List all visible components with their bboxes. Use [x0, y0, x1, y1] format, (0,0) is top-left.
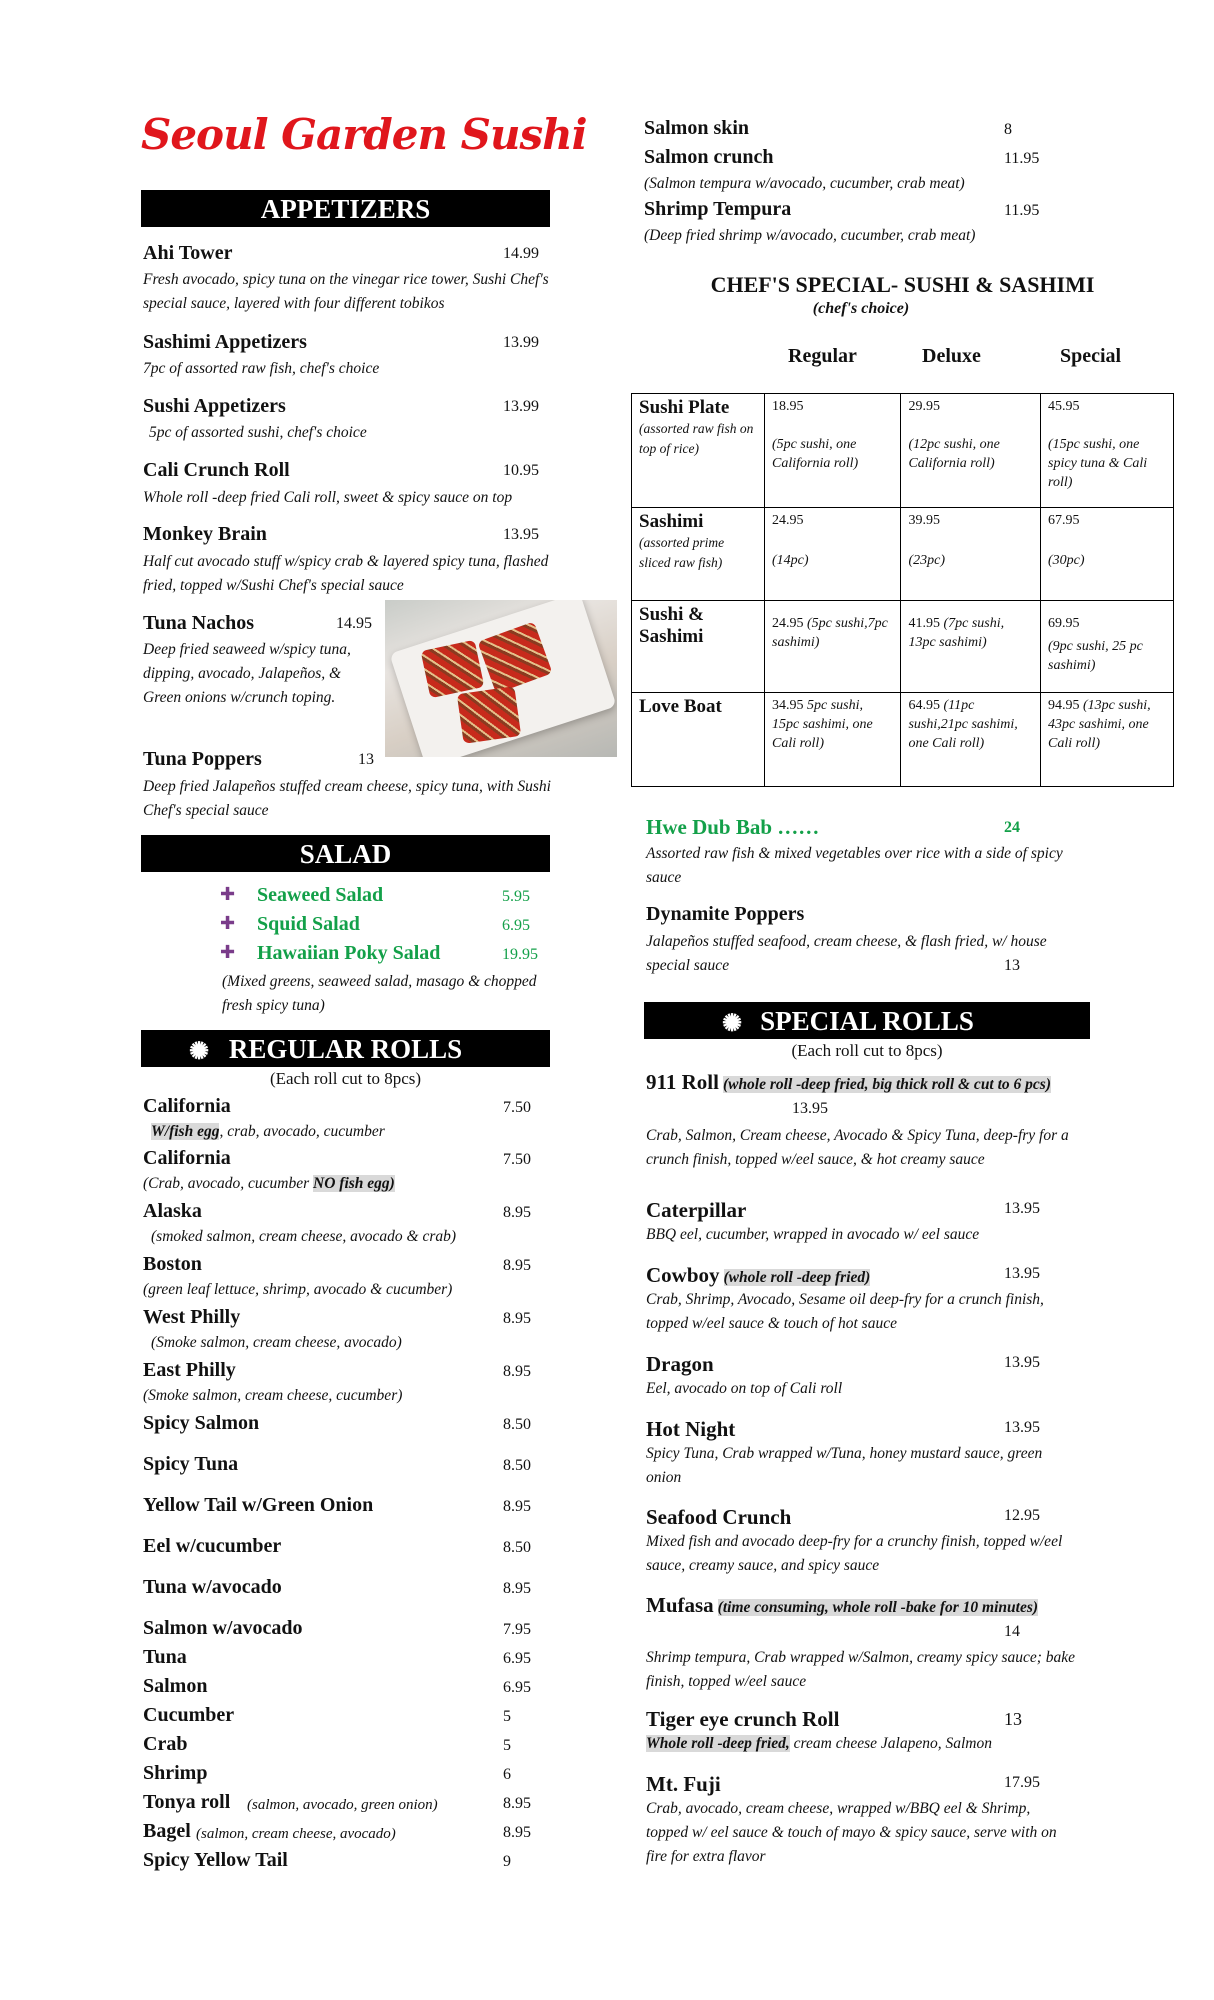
special-rolls-header [644, 1002, 1090, 1039]
item-name: Yellow Tail w/Green Onion [143, 1494, 374, 1516]
item-desc: Half cut avocado stuff w/spicy crab & layered spicy tuna, flashed fried, topped w/Sushi Chef's special sauce [143, 553, 549, 594]
item-desc: BBQ eel, cucumber, wrapped in avocado w/ eel sauce [646, 1226, 980, 1243]
item-price: 13.95 [792, 1100, 828, 1117]
item-price: 12.95 [1004, 1507, 1040, 1524]
item-desc: (Salmon tempura w/avocado, cucumber, crab meat) [644, 175, 965, 192]
item-name: California [143, 1147, 231, 1169]
item-price: 14 [1004, 1623, 1020, 1640]
salad-price: 5.95 [502, 888, 530, 905]
special-rolls-subtitle: (Each roll cut to 8pcs) [791, 1041, 943, 1060]
item-inline-desc: (salmon, cream cheese, avocado) [196, 1826, 396, 1842]
table-row [632, 601, 1174, 693]
item-desc: Deep fried seaweed w/spicy tuna, dipping, avocado, Jalapeños, & Green onions w/crunch toping. [143, 641, 351, 706]
chopsticks-icon: ✺ [189, 1039, 210, 1065]
salad-name: Hawaiian Poky Salad [257, 942, 441, 964]
cell-note: (11pc sushi,21pc sashimi, one Cali roll) [908, 698, 1018, 751]
cell-note: (12pc sushi, one California roll) [908, 437, 1000, 471]
item-price: 7.95 [503, 1621, 531, 1638]
table-cell [901, 508, 1041, 601]
item-desc: (smoked salmon, cream cheese, avocado & crab) [151, 1228, 457, 1245]
item-price: 14.99 [503, 245, 539, 262]
item-price: 5 [503, 1737, 511, 1754]
item-price: 8.95 [503, 1580, 531, 1597]
table-cell [901, 601, 1041, 693]
item-price: 13.95 [503, 526, 539, 543]
hwe-dub-bab-name: Hwe Dub Bab …… [646, 815, 820, 839]
chopsticks-icon: ✺ [722, 1011, 743, 1037]
item-price: 13.95 [1004, 1419, 1040, 1436]
row-name: Sushi Plate [639, 397, 730, 418]
cell-price: 45.95 [1048, 399, 1080, 414]
table-cell [1041, 508, 1174, 601]
item-desc [646, 1732, 1076, 1756]
item-price: 8.50 [503, 1539, 531, 1556]
item-price: 13.99 [503, 334, 539, 351]
cell-note: (14pc) [772, 553, 809, 568]
item-price: 13.95 [1004, 1265, 1040, 1282]
item-desc [151, 1120, 591, 1144]
row-desc: (assorted prime sliced raw fish) [639, 535, 725, 570]
item-price: 6.95 [503, 1650, 531, 1667]
salad-note: (Mixed greens, seaweed salad, masago & chopped fresh spicy tuna) [222, 973, 537, 1014]
item-name: Shrimp Tempura [644, 198, 792, 220]
row-name: Sashimi [639, 511, 704, 532]
item-price: 8.95 [503, 1795, 531, 1812]
chef-special-subtitle: (chef's choice) [812, 300, 910, 317]
appetizers-header [141, 190, 550, 227]
item-name: Bagel [143, 1820, 191, 1842]
item-name: Cali Crunch Roll [143, 459, 290, 481]
item-name: Boston [143, 1253, 202, 1275]
item-name: Salmon skin [644, 117, 750, 139]
item-desc: Deep fried Jalapeños stuffed cream cheese, spicy tuna, with Sushi Chef's special sauce [143, 778, 551, 819]
cell-price: 24.95 [772, 513, 804, 528]
item-price: 8.95 [503, 1498, 531, 1515]
table-cell [1041, 394, 1174, 508]
table-cell [765, 601, 901, 693]
cell-note: (23pc) [908, 553, 945, 568]
item-name: Salmon w/avocado [143, 1617, 303, 1639]
item-name: East Philly [143, 1359, 236, 1381]
special-roll-item [646, 1068, 1086, 1099]
desc-text: cream cheese Jalapeno, Salmon [789, 1735, 992, 1752]
item-price: 10.95 [503, 462, 539, 479]
desc-text: (Crab, avocado, cucumber [143, 1175, 314, 1192]
item-name: Tuna [143, 1646, 187, 1668]
table-cell [765, 394, 901, 508]
item-price: 13 [358, 751, 374, 768]
tier-deluxe: Deluxe [922, 345, 981, 367]
item-name: Tiger eye crunch Roll [646, 1707, 840, 1731]
dynamite-poppers-desc: Jalapeños stuffed seafood, cream cheese, & flash fried, w/ house special sauce [646, 933, 1047, 974]
cell-note: (13pc sushi, 43pc sashimi, one Cali roll) [1048, 698, 1151, 751]
cell-price: 39.95 [908, 513, 940, 528]
row-name: Sushi & Sashimi [639, 604, 704, 647]
nacho-shape [457, 686, 521, 744]
tier-regular: Regular [788, 345, 857, 367]
table-cell [1041, 693, 1174, 787]
item-name: Eel w/cucumber [143, 1535, 282, 1557]
item-desc: Crab, Salmon, Cream cheese, Avocado & Spicy Tuna, deep-fry for a crunch finish, topped w/eel sauce, & hot creamy sauce [646, 1127, 1069, 1168]
salad-name: Seaweed Salad [257, 884, 384, 906]
tuna-nachos-photo [385, 600, 617, 757]
cell-price: 94.95 [1048, 698, 1080, 713]
salad-price: 6.95 [502, 917, 530, 934]
item-name: Dragon [646, 1352, 714, 1376]
item-name: Monkey Brain [143, 523, 267, 545]
item-price: 13.99 [503, 398, 539, 415]
item-desc [143, 1172, 583, 1196]
cell-price: 34.95 [772, 698, 804, 713]
tier-special: Special [1060, 345, 1122, 367]
item-price: 13 [1004, 1709, 1022, 1729]
cell-note: (30pc) [1048, 553, 1085, 568]
item-desc: Crab, avocado, cream cheese, wrapped w/BBQ eel & Shrimp, topped w/ eel sauce & touch of mayo & spicy sauce, serve with on fire for extra flavor [646, 1800, 1057, 1865]
item-desc: (Smoke salmon, cream cheese, cucumber) [143, 1387, 403, 1404]
item-note-highlight: (whole roll -deep fried) [723, 1269, 871, 1286]
row-header [632, 394, 765, 508]
item-name: Sushi Appetizers [143, 395, 286, 417]
item-name: Mt. Fuji [646, 1772, 721, 1796]
salad-price: 19.95 [502, 946, 538, 963]
regular-rolls-subtitle: (Each roll cut to 8pcs) [269, 1069, 422, 1088]
cell-note: (5pc sushi,7pc sashimi) [772, 616, 888, 650]
item-price: 8.95 [503, 1363, 531, 1380]
regular-rolls-title: REGULAR ROLLS [228, 1034, 463, 1064]
item-price: 8.50 [503, 1457, 531, 1474]
salad-header [141, 835, 550, 872]
desc-highlight: NO fish egg) [313, 1175, 395, 1192]
item-desc: Eel, avocado on top of Cali roll [646, 1380, 843, 1397]
item-name: Tonya roll [143, 1791, 231, 1813]
item-desc: (Smoke salmon, cream cheese, avocado) [151, 1334, 402, 1351]
item-price: 11.95 [1004, 150, 1040, 167]
item-name: Salmon [143, 1675, 208, 1697]
cell-price: 24.95 [772, 616, 804, 631]
item-price: 17.95 [1004, 1774, 1040, 1791]
dynamite-poppers-name: Dynamite Poppers [646, 903, 805, 925]
item-desc: (green leaf lettuce, shrimp, avocado & cucumber) [143, 1281, 453, 1298]
row-header [632, 601, 765, 693]
cell-note: (5pc sushi, one California roll) [772, 437, 859, 471]
item-name: Cucumber [143, 1704, 235, 1726]
item-name: Alaska [143, 1200, 202, 1222]
item-name: Shrimp [143, 1762, 208, 1784]
item-price: 11.95 [1004, 202, 1040, 219]
item-price: 8.95 [503, 1257, 531, 1274]
regular-rolls-header [141, 1030, 550, 1067]
item-desc: Spicy Tuna, Crab wrapped w/Tuna, honey mustard sauce, green onion [646, 1445, 1043, 1486]
item-name: Mufasa [646, 1593, 714, 1617]
table-cell [901, 693, 1041, 787]
item-name: Spicy Tuna [143, 1453, 239, 1475]
bullet-icon: ✚ [220, 884, 236, 904]
item-price: 5 [503, 1708, 511, 1725]
table-row [632, 693, 1174, 787]
dynamite-poppers-price: 13 [1004, 957, 1020, 974]
item-name: Salmon crunch [644, 146, 774, 168]
table-row [632, 394, 1174, 508]
item-desc: (Deep fried shrimp w/avocado, cucumber, crab meat) [644, 227, 976, 244]
item-price: 14.95 [336, 615, 372, 632]
table-cell [765, 508, 901, 601]
item-desc: Fresh avocado, spicy tuna on the vinegar rice tower, Sushi Chef's special sauce, layered with four different tobikos [143, 271, 549, 312]
bullet-icon: ✚ [220, 913, 236, 933]
chef-special-table [631, 393, 1174, 787]
bullet-icon: ✚ [220, 942, 236, 962]
item-name: 911 Roll [646, 1070, 719, 1094]
item-name: Tuna Poppers [143, 748, 262, 770]
item-inline-desc: (salmon, avocado, green onion) [247, 1797, 438, 1813]
row-desc: (assorted raw fish on top of rice) [639, 421, 754, 456]
cell-price: 67.95 [1048, 513, 1080, 528]
item-name: Ahi Tower [143, 242, 233, 264]
item-name: Tuna Nachos [143, 612, 254, 634]
item-desc: 5pc of assorted sushi, chef's choice [149, 424, 367, 441]
cell-note: (9pc sushi, 25 pc sashimi) [1048, 639, 1143, 673]
item-name: Sashimi Appetizers [143, 331, 307, 353]
item-desc: Whole roll -deep fried Cali roll, sweet & spicy sauce on top [143, 489, 513, 506]
item-name: Caterpillar [646, 1198, 747, 1222]
row-header [632, 693, 765, 787]
hwe-dub-bab-desc: Assorted raw fish & mixed vegetables over rice with a side of spicy sauce [646, 845, 1063, 886]
table-cell [901, 394, 1041, 508]
desc-highlight: W/fish egg [151, 1123, 220, 1140]
item-price: 6.95 [503, 1679, 531, 1696]
cell-price: 41.95 [908, 616, 940, 631]
item-name: West Philly [143, 1306, 241, 1328]
item-desc: Crab, Shrimp, Avocado, Sesame oil deep-fry for a crunch finish, topped w/eel sauce & touch of hot sauce [646, 1291, 1044, 1332]
salad-name: Squid Salad [257, 913, 360, 935]
cell-note: (7pc sushi, 13pc sashimi) [908, 616, 1005, 650]
table-cell [1041, 601, 1174, 693]
item-desc: Shrimp tempura, Crab wrapped w/Salmon, creamy spicy sauce; bake finish, topped w/eel sauce [646, 1649, 1076, 1690]
item-price: 8.95 [503, 1310, 531, 1327]
restaurant-logo: Seoul Garden Sushi [141, 110, 587, 159]
cell-price: 69.95 [1048, 616, 1080, 631]
cell-price: 29.95 [908, 399, 940, 414]
cell-note: (15pc sushi, one spicy tuna & Cali roll) [1048, 437, 1148, 490]
item-name: Spicy Salmon [143, 1412, 260, 1434]
desc-text: , crab, avocado, cucumber [219, 1123, 385, 1140]
cell-price: 18.95 [772, 399, 804, 414]
item-price: 13.95 [1004, 1354, 1040, 1371]
desc-highlight: Whole roll -deep fried, [646, 1735, 790, 1752]
item-price: 7.50 [503, 1151, 531, 1168]
item-price: 8.95 [503, 1824, 531, 1841]
chef-special-title: CHEF'S SPECIAL- SUSHI & SASHIMI [710, 272, 1095, 297]
appetizers-title: APPETIZERS [260, 194, 431, 224]
item-price: 7.50 [503, 1099, 531, 1116]
cell-note: 5pc sushi, 15pc sashimi, one Cali roll) [772, 698, 873, 751]
item-price: 8.95 [503, 1204, 531, 1221]
item-price: 8 [1004, 121, 1012, 138]
item-note-highlight: (whole roll -deep fried, big thick roll & cut to 6 pcs) [722, 1076, 1051, 1093]
salad-title: SALAD [299, 839, 392, 869]
item-price: 13.95 [1004, 1200, 1040, 1217]
item-name: Crab [143, 1733, 188, 1755]
item-note-highlight: (time consuming, whole roll -bake for 10 minutes) [717, 1599, 1039, 1616]
row-name: Love Boat [639, 696, 722, 717]
table-row [632, 508, 1174, 601]
item-price: 6 [503, 1766, 511, 1783]
item-name: Hot Night [646, 1417, 736, 1441]
item-name: Tuna w/avocado [143, 1576, 282, 1598]
item-name: California [143, 1095, 231, 1117]
special-rolls-title: SPECIAL ROLLS [760, 1006, 974, 1036]
table-cell [765, 693, 901, 787]
item-price: 9 [503, 1853, 511, 1870]
item-name: Cowboy [646, 1263, 720, 1287]
row-header [632, 508, 765, 601]
special-roll-item [646, 1591, 1086, 1622]
item-desc: 7pc of assorted raw fish, chef's choice [143, 360, 380, 377]
item-name: Spicy Yellow Tail [143, 1849, 288, 1871]
item-name: Seafood Crunch [646, 1505, 792, 1529]
item-price: 8.50 [503, 1416, 531, 1433]
item-desc: Mixed fish and avocado deep-fry for a crunchy finish, topped w/eel sauce, creamy sauce, and spicy sauce [646, 1533, 1063, 1574]
hwe-dub-bab-price: 24 [1004, 819, 1020, 836]
cell-price: 64.95 [908, 698, 940, 713]
